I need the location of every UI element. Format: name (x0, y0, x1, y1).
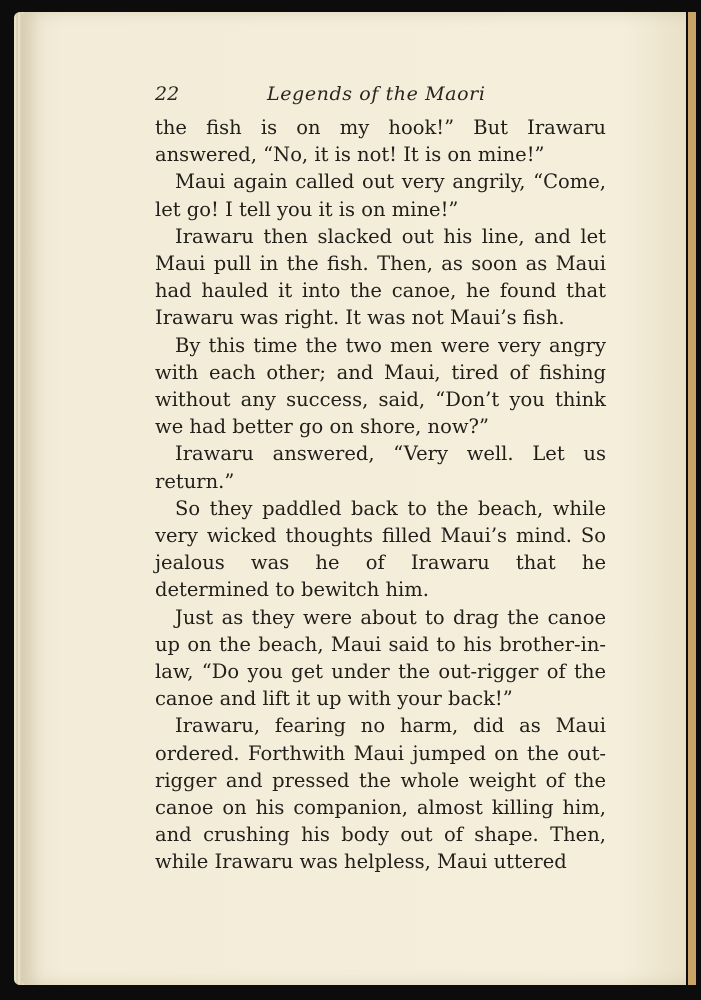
adjacent-page-edge (688, 12, 696, 985)
paragraph: So they paddled back to the beach, while very wicked thoughts filled Maui’s mind. So jealous was he of Irawaru that he determined to bewitch him. (155, 496, 606, 602)
paragraph: Irawaru answered, “Very well. Let us return.” (155, 442, 606, 493)
paragraph: Maui again called out very angrily, “Come, let go! I tell you it is on mine!” (155, 170, 606, 221)
paragraph: Just as they were about to drag the canoe up on the beach, Maui said to his brother-in-law, “Do you get under the out-rigger of the canoe and lift it up with your back!” (155, 605, 606, 711)
paragraph: the fish is on my hook!” But Irawaru answered, “No, it is not! It is on mine!” (155, 116, 606, 167)
paragraph: By this time the two men were very angry with each other; and Maui, tired of fishing without any success, said, “Don’t you think we had better go on shore, now?” (155, 333, 606, 439)
running-title: Legends of the Maori (267, 83, 486, 105)
running-header (155, 83, 605, 113)
paragraph: Irawaru then slacked out his line, and let Maui pull in the fish. Then, as soon as Maui had hauled it into the canoe, he found that Irawaru was right. It was not Maui’s fish. (155, 224, 606, 330)
page-number: 22 (155, 83, 180, 105)
body-text (155, 114, 606, 876)
paragraph: Irawaru, fearing no harm, did as Maui ordered. Forthwith Maui jumped on the out-rigger and pressed the whole weight of the canoe on his companion, almost killing him, and crushing his body out of shape. Then, while Irawaru was helpless, Maui uttered (155, 714, 606, 874)
